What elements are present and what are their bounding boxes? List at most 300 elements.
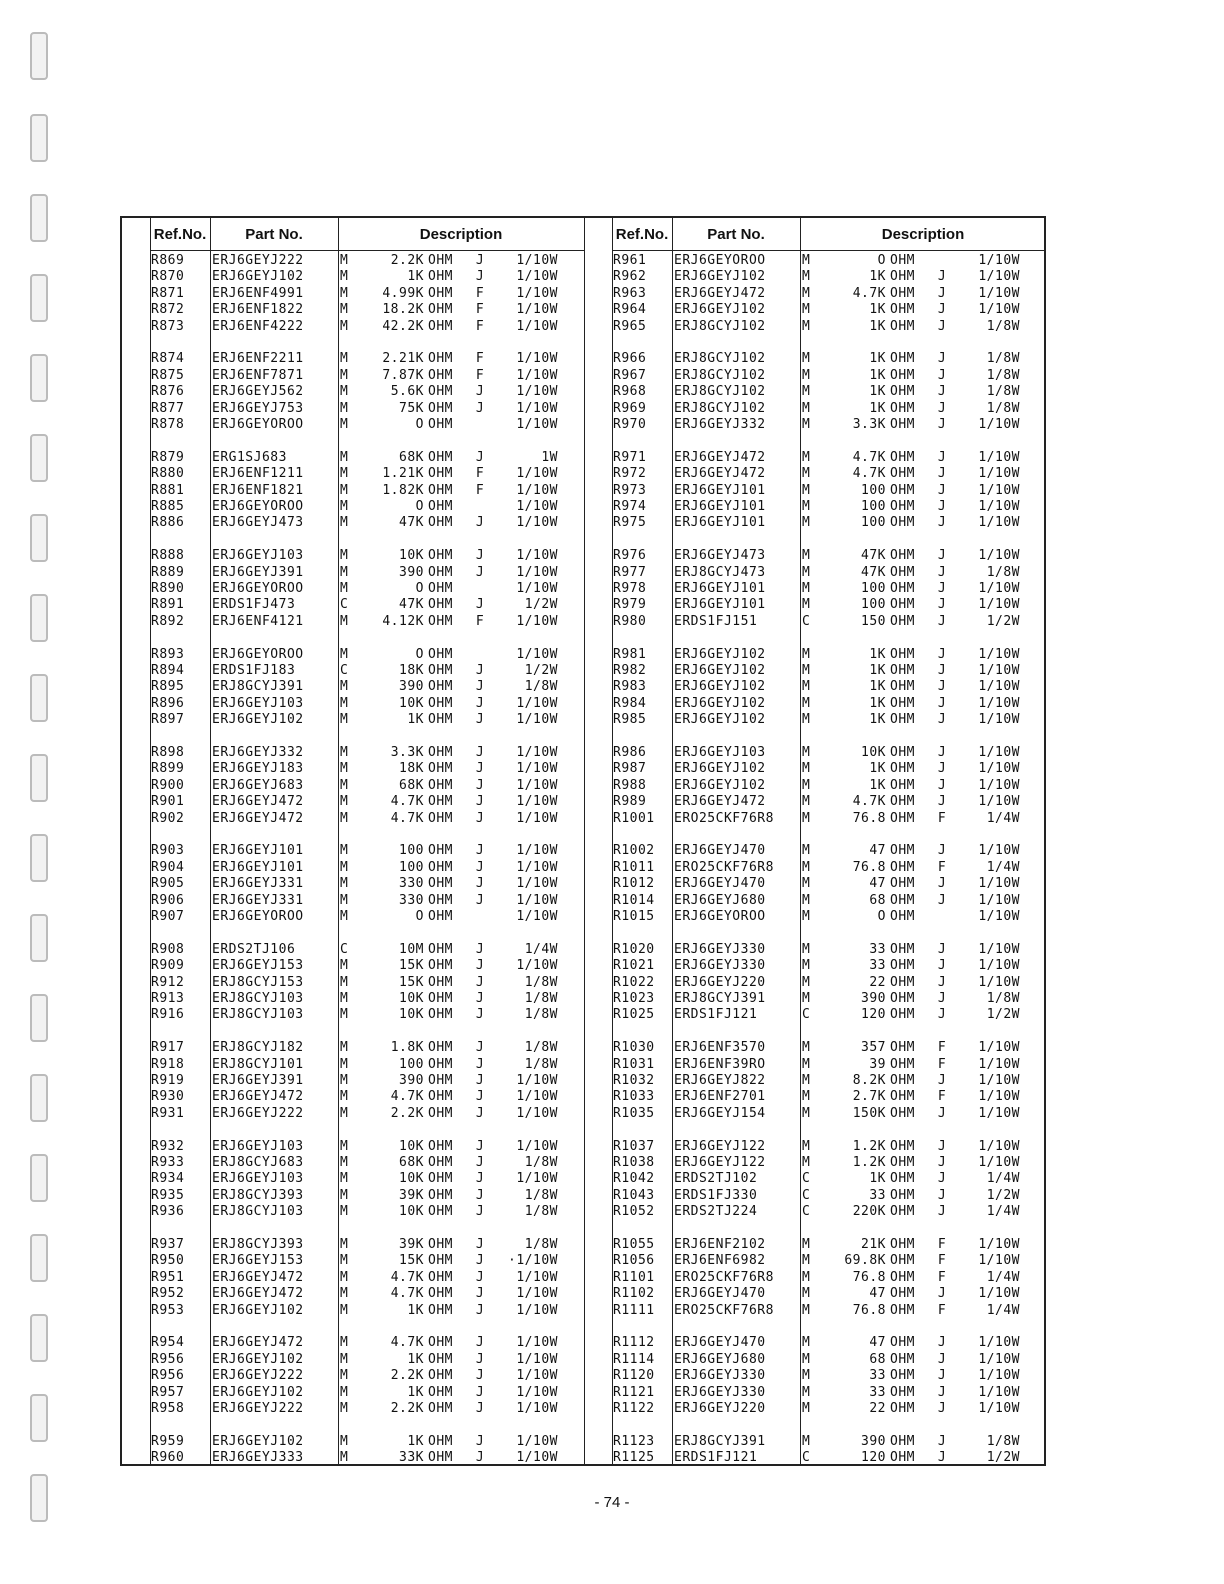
value: 7.87K: [382, 367, 424, 383]
value: 2.2K: [390, 1368, 424, 1384]
ref-no: R930: [151, 1089, 185, 1105]
type-code: M: [802, 1351, 811, 1367]
value: 357: [861, 1040, 886, 1056]
unit: OHM: [428, 548, 453, 564]
tolerance: J: [475, 712, 485, 728]
ref-no: R973: [613, 482, 647, 498]
tolerance: F: [475, 613, 485, 629]
ref-no: R969: [613, 400, 647, 416]
table-row: [122, 1106, 584, 1122]
wattage: 1/10W: [978, 515, 1020, 531]
part-no: ERJ6GEYJ222: [212, 1105, 304, 1121]
value: 1.2K: [852, 1155, 886, 1170]
wattage: 1/10W: [978, 712, 1020, 728]
unit: OHM: [890, 581, 915, 596]
unit: OHM: [890, 564, 915, 580]
ref-no: R897: [151, 712, 185, 728]
ref-no: R1002: [613, 843, 655, 859]
value: 1K: [407, 1351, 424, 1367]
binder-hole: [30, 914, 48, 962]
unit: OHM: [428, 1335, 453, 1351]
ref-no: R956: [151, 1368, 185, 1384]
unit: OHM: [428, 1138, 453, 1154]
unit: OHM: [890, 646, 915, 662]
unit: OHM: [890, 974, 915, 990]
unit: OHM: [428, 1007, 453, 1023]
type-code: C: [802, 1187, 811, 1203]
tolerance: J: [475, 253, 485, 268]
table-row: [122, 909, 584, 925]
unit: OHM: [890, 400, 915, 416]
tolerance: J: [937, 384, 947, 400]
table-row: [122, 450, 584, 466]
type-code: M: [802, 991, 811, 1006]
type-code: M: [802, 515, 811, 531]
ref-no: R1022: [613, 974, 655, 990]
unit: OHM: [428, 564, 453, 580]
unit: OHM: [890, 318, 915, 334]
unit: OHM: [890, 253, 915, 268]
value: 3.3K: [852, 417, 886, 432]
ref-no: R894: [151, 663, 185, 678]
unit: OHM: [890, 1040, 915, 1056]
type-code: M: [340, 679, 349, 695]
table-row: [584, 368, 1046, 384]
type-code: M: [802, 285, 811, 301]
unit: OHM: [428, 745, 453, 760]
ref-no: R1032: [613, 1073, 655, 1088]
table-row: [122, 581, 584, 597]
table-row: [122, 253, 584, 269]
ref-no: R876: [151, 384, 185, 400]
value: 1K: [869, 679, 886, 695]
table-row: [122, 401, 584, 417]
tolerance: J: [937, 991, 947, 1006]
ref-no: R1101: [613, 1269, 655, 1285]
value: 10K: [399, 1171, 424, 1187]
value: 4.7K: [390, 810, 424, 826]
ref-no: R885: [151, 499, 185, 514]
ref-no: R875: [151, 367, 185, 383]
unit: OHM: [428, 941, 453, 957]
unit: OHM: [428, 1351, 453, 1367]
tolerance: J: [475, 1450, 485, 1466]
table-row: [584, 302, 1046, 318]
value: 150K: [852, 1105, 886, 1121]
tolerance: J: [475, 515, 485, 531]
type-code: C: [340, 663, 349, 678]
table-row: [122, 1007, 584, 1023]
part-no: ERJ6GEYJ472: [212, 810, 304, 826]
table-row: [584, 1089, 1046, 1105]
wattage: 1/10W: [516, 794, 558, 810]
value: 39K: [399, 1187, 424, 1203]
tolerance: J: [937, 1073, 947, 1088]
wattage: 1/10W: [516, 695, 558, 711]
part-no: ERJ6GEYJ122: [674, 1155, 766, 1170]
ref-no: R1015: [613, 909, 655, 924]
table-row: [584, 876, 1046, 892]
table-row: [584, 1204, 1046, 1220]
tolerance: J: [937, 581, 947, 596]
wattage: 1/10W: [516, 1450, 558, 1466]
type-code: C: [340, 941, 349, 957]
table-row: [122, 1204, 584, 1220]
wattage: 1/4W: [986, 1302, 1020, 1318]
type-code: M: [340, 1335, 349, 1351]
part-no: ERJ6GEYJ101: [212, 859, 304, 875]
value: 1.2K: [852, 1138, 886, 1154]
part-no: ERJ6ENF2211: [212, 351, 304, 367]
unit: OHM: [428, 515, 453, 531]
tolerance: F: [937, 1089, 947, 1105]
ref-no: R893: [151, 646, 185, 662]
tolerance: F: [475, 482, 485, 498]
table-row: [122, 1401, 584, 1417]
table-row: [584, 1335, 1046, 1351]
value: 4.7K: [390, 1089, 424, 1105]
value: 75K: [399, 400, 424, 416]
tolerance: J: [937, 646, 947, 662]
wattage: 1/8W: [524, 991, 558, 1006]
type-code: M: [340, 400, 349, 416]
tolerance: F: [475, 367, 485, 383]
value: 1K: [407, 712, 424, 728]
unit: OHM: [428, 1269, 453, 1285]
part-no: ERDS2TJ224: [674, 1204, 758, 1220]
part-no: ERJ6GEYJ102: [674, 712, 766, 728]
ref-no: R972: [613, 466, 647, 482]
type-code: M: [802, 597, 811, 613]
ref-no: R901: [151, 794, 185, 810]
wattage: 1/10W: [978, 695, 1020, 711]
part-no: ERJ6GEYJ470: [674, 1286, 766, 1302]
type-code: M: [802, 1089, 811, 1105]
ref-no: R890: [151, 581, 185, 596]
unit: OHM: [428, 597, 453, 613]
table-row: [584, 991, 1046, 1007]
type-code: M: [340, 515, 349, 531]
value: 2.2K: [390, 1105, 424, 1121]
value: 2.7K: [852, 1089, 886, 1105]
tolerance: J: [937, 777, 947, 793]
unit: OHM: [890, 548, 915, 564]
part-no: ERJ8GCYJ473: [674, 564, 766, 580]
wattage: 1/10W: [516, 367, 558, 383]
table-row: [122, 286, 584, 302]
tolerance: J: [475, 663, 485, 678]
type-code: M: [340, 1368, 349, 1384]
tolerance: J: [475, 1040, 485, 1056]
tolerance: J: [475, 991, 485, 1006]
tolerance: F: [937, 1253, 947, 1269]
part-no: ERJ6GEYJ103: [674, 745, 766, 760]
table-row: [122, 679, 584, 695]
value: 4.12K: [382, 613, 424, 629]
wattage: 1/10W: [516, 1302, 558, 1318]
part-no: ERJ6GEYJ102: [212, 1433, 304, 1449]
value: 1K: [869, 302, 886, 318]
wattage: 1/8W: [524, 1007, 558, 1023]
tolerance: J: [937, 761, 947, 777]
ref-no: R907: [151, 909, 185, 924]
tolerance: J: [937, 1384, 947, 1400]
unit: OHM: [890, 991, 915, 1006]
unit: OHM: [428, 613, 453, 629]
tolerance: J: [937, 1155, 947, 1170]
header-description: Description: [800, 218, 1046, 251]
binder-hole: [30, 994, 48, 1042]
unit: OHM: [890, 515, 915, 531]
table-row: [122, 991, 584, 1007]
type-code: M: [340, 1007, 349, 1023]
tolerance: F: [937, 1302, 947, 1318]
type-code: M: [340, 253, 349, 268]
table-row: [584, 663, 1046, 679]
table-row: [584, 417, 1046, 433]
ref-no: R1120: [613, 1368, 655, 1384]
tolerance: J: [937, 974, 947, 990]
ref-no: R919: [151, 1073, 185, 1088]
value: 3.3K: [390, 745, 424, 760]
table-row: [122, 351, 584, 367]
tolerance: J: [475, 1286, 485, 1302]
ref-no: R906: [151, 892, 185, 908]
part-no: ERJ6ENF1822: [212, 302, 304, 318]
type-code: M: [340, 892, 349, 908]
ref-no: R935: [151, 1187, 185, 1203]
unit: OHM: [428, 1384, 453, 1400]
part-no: ERJ8GCYJ102: [674, 400, 766, 416]
wattage: 1/10W: [978, 958, 1020, 974]
part-no: ERJ8GCYJ102: [674, 318, 766, 334]
value: 1.8K: [390, 1040, 424, 1056]
binder-hole: [30, 114, 48, 162]
unit: OHM: [428, 761, 453, 777]
ref-no: R981: [613, 646, 647, 662]
unit: OHM: [890, 761, 915, 777]
type-code: M: [802, 1155, 811, 1170]
tolerance: J: [475, 892, 485, 908]
type-code: M: [340, 1269, 349, 1285]
ref-no: R980: [613, 613, 647, 629]
part-no: ERJ6GEYJ101: [674, 499, 766, 514]
table-row: [584, 712, 1046, 728]
type-code: M: [340, 859, 349, 875]
type-code: C: [802, 1450, 811, 1466]
unit: OHM: [890, 302, 915, 318]
type-code: M: [802, 417, 811, 432]
unit: OHM: [890, 941, 915, 957]
unit: OHM: [428, 974, 453, 990]
tolerance: F: [475, 285, 485, 301]
wattage: 1/2W: [524, 663, 558, 678]
type-code: M: [340, 302, 349, 318]
type-code: M: [802, 712, 811, 728]
ref-no: R880: [151, 466, 185, 482]
value: 1K: [869, 761, 886, 777]
ref-no: R1020: [613, 941, 655, 957]
table-row: [122, 696, 584, 712]
table-row: [122, 1352, 584, 1368]
part-no: ERJ6GEYOROO: [212, 417, 304, 432]
value: 4.7K: [390, 1269, 424, 1285]
value: 4.99K: [382, 285, 424, 301]
tolerance: J: [937, 1007, 947, 1023]
table-row: [122, 483, 584, 499]
part-no: ERJ8GCYJ102: [674, 384, 766, 400]
part-no: ERJ6GEYJ470: [674, 843, 766, 859]
wattage: 1/2W: [986, 1187, 1020, 1203]
wattage: 1/10W: [978, 548, 1020, 564]
part-no: ERJ6GEYJ102: [674, 302, 766, 318]
binder-hole: [30, 194, 48, 242]
value: 33: [869, 958, 886, 974]
value: 68K: [399, 449, 424, 465]
ref-no: R1012: [613, 876, 655, 892]
ref-no: R962: [613, 269, 647, 285]
part-no: ERJ8GCYJ102: [674, 367, 766, 383]
table-row: [122, 1237, 584, 1253]
type-code: M: [340, 613, 349, 629]
table-row: [584, 1385, 1046, 1401]
wattage: ·1/10W: [508, 1253, 558, 1269]
ref-no: R967: [613, 367, 647, 383]
value: 1K: [869, 712, 886, 728]
wattage: 1/10W: [516, 285, 558, 301]
wattage: 1/10W: [978, 417, 1020, 432]
ref-no: R877: [151, 400, 185, 416]
tolerance: J: [937, 1433, 947, 1449]
tolerance: J: [937, 679, 947, 695]
type-code: M: [340, 1040, 349, 1056]
wattage: 1/10W: [516, 876, 558, 892]
table-row: [122, 761, 584, 777]
table-row: [122, 1368, 584, 1384]
type-code: M: [340, 1155, 349, 1170]
wattage: 1/10W: [978, 466, 1020, 482]
ref-no: R886: [151, 515, 185, 531]
type-code: M: [802, 974, 811, 990]
table-row: [122, 663, 584, 679]
table-row: [584, 909, 1046, 925]
wattage: 1/10W: [516, 318, 558, 334]
value: 76.8: [852, 1302, 886, 1318]
part-no: ERO25CKF76R8: [674, 1269, 774, 1285]
wattage: 1/10W: [516, 1351, 558, 1367]
type-code: M: [340, 761, 349, 777]
value: 22: [869, 974, 886, 990]
table-row: [584, 1073, 1046, 1089]
tolerance: J: [937, 663, 947, 678]
part-no: ERJ6GEYJ683: [212, 777, 304, 793]
value: 76.8: [852, 1269, 886, 1285]
wattage: 1/10W: [516, 810, 558, 826]
table-row: [122, 597, 584, 613]
part-no: ERDS2TJ106: [212, 941, 296, 957]
value: 1K: [869, 400, 886, 416]
ref-no: R959: [151, 1433, 185, 1449]
ref-no: R983: [613, 679, 647, 695]
unit: OHM: [428, 466, 453, 482]
part-no: ERJ6GEYJ472: [212, 1269, 304, 1285]
wattage: 1/10W: [516, 745, 558, 760]
type-code: M: [340, 1253, 349, 1269]
table-row: [584, 696, 1046, 712]
type-code: M: [340, 367, 349, 383]
part-no: ERDS1FJ121: [674, 1007, 758, 1023]
value: 39: [869, 1056, 886, 1072]
unit: OHM: [890, 1073, 915, 1088]
unit: OHM: [428, 367, 453, 383]
wattage: 1/10W: [978, 482, 1020, 498]
table-row: [122, 1073, 584, 1089]
type-code: M: [340, 417, 349, 432]
ref-no: R891: [151, 597, 185, 613]
unit: OHM: [890, 384, 915, 400]
wattage: 1/10W: [978, 761, 1020, 777]
wattage: 1/10W: [978, 253, 1020, 268]
unit: OHM: [428, 351, 453, 367]
unit: OHM: [890, 1155, 915, 1170]
wattage: 1/8W: [524, 1204, 558, 1220]
type-code: M: [340, 1237, 349, 1252]
part-no: ERJ8GCYJ103: [212, 1007, 304, 1023]
unit: OHM: [890, 1138, 915, 1154]
tolerance: J: [937, 794, 947, 810]
table-row: [122, 712, 584, 728]
tolerance: J: [475, 597, 485, 613]
binder-hole: [30, 1234, 48, 1282]
value: 4.7K: [390, 1335, 424, 1351]
type-code: M: [340, 318, 349, 334]
wattage: 1/10W: [516, 269, 558, 285]
value: 1K: [407, 1302, 424, 1318]
ref-no: R978: [613, 581, 647, 596]
tolerance: J: [937, 876, 947, 892]
wattage: 1/8W: [524, 1056, 558, 1072]
tolerance: J: [475, 941, 485, 957]
table-row: [584, 860, 1046, 876]
wattage: 1/10W: [516, 1105, 558, 1121]
wattage: 1/10W: [516, 351, 558, 367]
type-code: M: [802, 384, 811, 400]
wattage: 1/10W: [516, 581, 558, 596]
ref-no: R982: [613, 663, 647, 678]
value: 47: [869, 843, 886, 859]
wattage: 1/2W: [986, 1450, 1020, 1466]
ref-no: R934: [151, 1171, 185, 1187]
part-no: ERO25CKF76R8: [674, 1302, 774, 1318]
tolerance: J: [475, 1105, 485, 1121]
unit: OHM: [428, 909, 453, 924]
type-code: M: [340, 1351, 349, 1367]
tolerance: J: [937, 1204, 947, 1220]
ref-no: R869: [151, 253, 185, 268]
wattage: 1/10W: [978, 1286, 1020, 1302]
wattage: 1/10W: [978, 597, 1020, 613]
wattage: 1/10W: [516, 515, 558, 531]
wattage: 1/10W: [978, 745, 1020, 760]
unit: OHM: [890, 1089, 915, 1105]
type-code: M: [340, 1286, 349, 1302]
tolerance: F: [475, 302, 485, 318]
tolerance: J: [937, 1105, 947, 1121]
unit: OHM: [428, 1368, 453, 1384]
part-no: ERJ6GEYOROO: [212, 646, 304, 662]
unit: OHM: [428, 1433, 453, 1449]
wattage: 1/10W: [516, 417, 558, 432]
